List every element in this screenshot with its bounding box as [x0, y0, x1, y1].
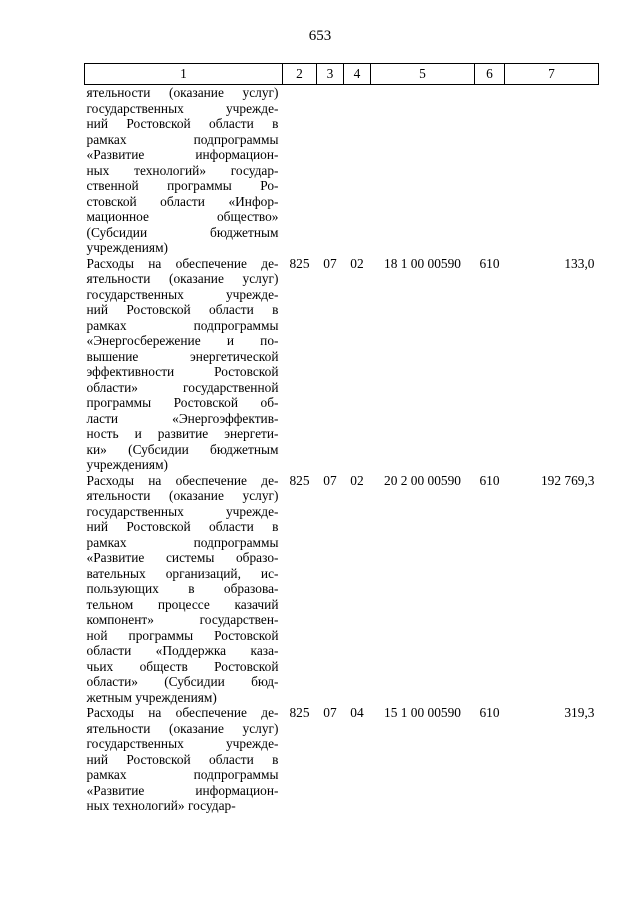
description-line: ятельности (оказание услуг)	[86, 85, 279, 100]
description-line: вательных организаций, ис-	[86, 565, 279, 581]
expense-description	[85, 473, 283, 706]
amount-value: 133,0	[564, 255, 595, 271]
description-line: государственных учрежде-	[86, 100, 279, 116]
description-line: государственных учрежде-	[86, 503, 279, 519]
description-line: учреждениям)	[86, 240, 169, 255]
expense-description	[85, 705, 283, 814]
description-line: ных технологий» государ-	[86, 798, 236, 813]
budget-table	[84, 63, 599, 814]
table-body	[85, 85, 599, 814]
ministry-code: 825	[289, 255, 310, 271]
column-header-5: 5	[371, 64, 475, 85]
target-article-code: 15 1 00 00590	[384, 705, 461, 720]
column-header-3: 3	[317, 64, 344, 85]
description-line: учреждениям)	[86, 457, 169, 472]
description-line: эффективности Ростовской	[86, 364, 279, 379]
subsection-code: 02	[350, 472, 364, 488]
description-line: ки» (Субсидии бюджетным	[86, 441, 279, 457]
expense-type-code: 610	[479, 705, 500, 720]
description-line: Расходы на обеспечение де-	[86, 255, 279, 271]
description-line: ных технологий» государ-	[86, 162, 279, 178]
column-header-6: 6	[475, 64, 505, 85]
description-line: ний Ростовской области в	[86, 519, 279, 534]
description-line: рамках подпрограммы	[86, 131, 279, 147]
description-line: ятельности (оказание услуг)	[86, 720, 279, 736]
description-line: ятельности (оказание услуг)	[86, 488, 279, 503]
page-number: 653	[308, 28, 332, 44]
description-line: стовской области «Инфор-	[86, 193, 279, 209]
target-article-code	[371, 85, 475, 256]
description-line: Расходы на обеспечение де-	[86, 472, 279, 488]
expense-type-code	[475, 85, 505, 256]
description-line: ятельности (оказание услуг)	[86, 271, 279, 286]
expense-description	[85, 85, 283, 256]
section-code: 07	[323, 255, 337, 271]
description-line: ность и развитие энергети-	[86, 426, 279, 441]
column-header-2: 2	[283, 64, 317, 85]
ministry-code: 825	[289, 472, 310, 488]
description-line: вышение энергетической	[86, 348, 279, 364]
subsection-code	[344, 85, 371, 256]
description-line: тельном процессе казачий	[86, 596, 279, 612]
description-line: «Развитие информацион-	[86, 782, 279, 798]
subsection-code: 04	[350, 705, 364, 720]
section-code: 07	[323, 472, 337, 488]
description-line: программы Ростовской об-	[86, 395, 279, 410]
description-line: ний Ростовской области в	[86, 751, 279, 767]
table-header-row	[85, 64, 599, 85]
description-line: «Развитие информацион-	[86, 147, 279, 162]
section-code	[317, 85, 344, 256]
description-line: области «Поддержка каза-	[86, 643, 279, 658]
description-line: жетным учреждениям)	[86, 689, 217, 705]
table-row	[85, 85, 599, 256]
description-line: «Развитие системы образо-	[86, 550, 279, 565]
column-header-7: 7	[505, 64, 599, 85]
table-row	[85, 705, 599, 814]
description-line: «Энергосбережение и по-	[86, 333, 279, 348]
description-line: государственных учрежде-	[86, 286, 279, 302]
expense-type-code: 610	[479, 472, 500, 488]
description-line: ственной программы Ро-	[86, 178, 279, 193]
amount-value	[505, 85, 599, 256]
ministry-code	[283, 85, 317, 256]
ministry-code: 825	[289, 705, 310, 720]
description-line: ласти «Энергоэффектив-	[86, 410, 279, 426]
description-line: области» государственной	[86, 379, 279, 395]
description-line: Расходы на обеспечение де-	[86, 705, 279, 720]
expense-type-code: 610	[479, 255, 500, 271]
description-line: мационное общество»	[86, 209, 279, 224]
description-line: государственных учрежде-	[86, 736, 279, 751]
table-row	[85, 256, 599, 473]
amount-value: 319,3	[564, 705, 595, 720]
target-article-code: 18 1 00 00590	[384, 255, 461, 271]
description-line: компонент» государствен-	[86, 612, 279, 627]
description-line: ний Ростовской области в	[86, 116, 279, 131]
description-line: ной программы Ростовской	[86, 627, 279, 643]
table-row	[85, 473, 599, 706]
section-code: 07	[323, 705, 337, 720]
column-header-1: 1	[85, 64, 283, 85]
description-line: области» (Субсидии бюд-	[86, 674, 279, 689]
amount-value: 192 769,3	[540, 472, 595, 488]
expense-description	[85, 256, 283, 473]
target-article-code: 20 2 00 00590	[384, 472, 461, 488]
description-line: ний Ростовской области в	[86, 302, 279, 317]
description-line: пользующих в образова-	[86, 581, 279, 596]
description-line: рамках подпрограммы	[86, 317, 279, 333]
description-line: чьих обществ Ростовской	[86, 658, 279, 674]
description-line: (Субсидии бюджетным	[86, 224, 279, 240]
description-line: рамках подпрограммы	[86, 534, 279, 550]
subsection-code: 02	[350, 255, 364, 271]
description-line: рамках подпрограммы	[86, 767, 279, 782]
column-header-4: 4	[344, 64, 371, 85]
